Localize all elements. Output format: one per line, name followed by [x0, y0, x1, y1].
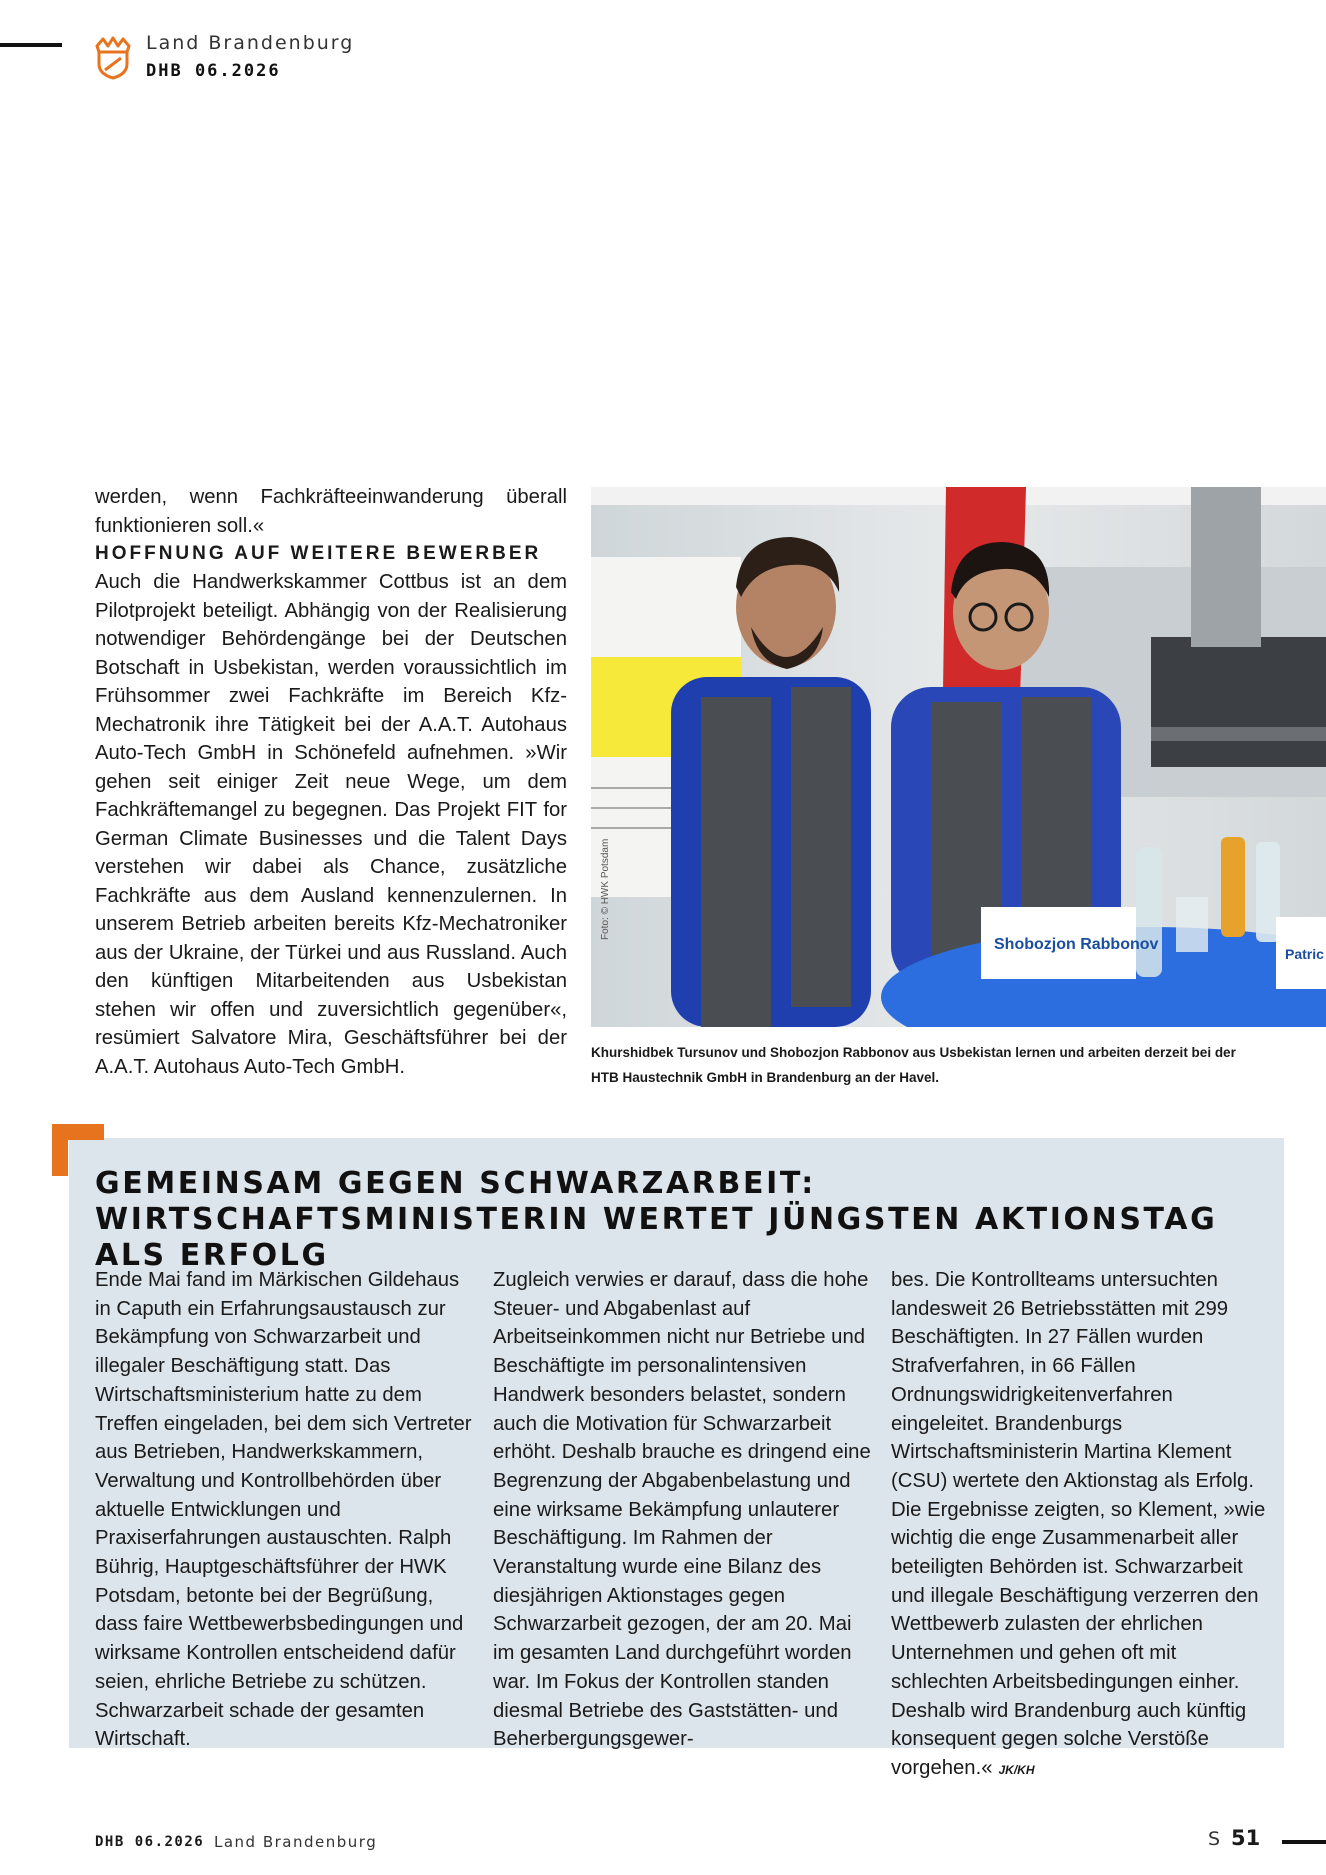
- header-rule: [0, 43, 62, 47]
- crown-shield-icon: [93, 36, 133, 80]
- header-issue: DHB 06.2026: [146, 61, 281, 81]
- footer-page-number: 51: [1231, 1826, 1261, 1850]
- box-column-2: Zugleich verwies er darauf, dass die hohe Steuer- und Abgabenlast auf Arbeitseinkommen nicht nur Betriebe und Beschäftigte im personalintensiven Handwerk besonders belastet, sondern auch die Motivation für Schwarzarbeit erhöht. Deshalb brauche es dringend eine Begrenzung der Abgabenbelastung und eine wirksame Bekämpfung unlauterer Beschäftigung. Im Rahmen der Veranstaltung wurde eine Bilanz des diesjährigen Aktionstages gegen Schwarzarbeit gezogen, der am 20. Mai im gesamten Land durchgeführt worden war. Im Fokus der Kontrollen standen diesmal Betriebe des Gaststätten- und Beherbergungsgewer-: [493, 1269, 871, 1751]
- footer-issue: DHB 06.2026: [95, 1834, 205, 1850]
- box-title: GEMEINSAM GEGEN SCHWARZARBEIT: WIRTSCHAFTSMINISTERIN WERTET JÜNGSTEN AKTIONSTAG ALS ERFOLG: [95, 1166, 1218, 1273]
- article-column: [95, 483, 567, 1081]
- photo-caption: Khurshidbek Tursunov und Shobozjon Rabbonov aus Usbekistan lernen und arbeiten derzeit bei der HTB Haustechnik GmbH in Brandenburg an der Havel.: [591, 1045, 1236, 1085]
- author-signature: JK/KH: [998, 1762, 1035, 1777]
- box-column-3: [891, 1266, 1269, 1785]
- article-intro-end: werden, wenn Fachkräfteeinwanderung überall funktionieren soll.«: [95, 486, 567, 537]
- footer-region: Land Brandenburg: [214, 1833, 378, 1851]
- article-subheading: HOFFNUNG AUF WEITERE BEWERBER: [95, 543, 542, 564]
- box-column-1: Ende Mai fand im Märkischen Gildehaus in Caputh ein Erfahrungsaustausch zur Bekämpfung von Schwarzarbeit und illegaler Beschäftigung statt. Das Wirtschaftsministerium hatte zu dem Treffen eingeladen, bei dem sich Vertreter aus Betrieben, Handwerkskammern, Verwaltung und Kontrollbehörden über aktuelle Entwicklungen und Praxiserfahrungen austauschten. Ralph Bührig, Hauptgeschäftsführer der HWK Potsdam, betonte bei der Begrüßung, dass faire Wettbewerbsbedingungen und wirksame Kontrollen entscheidend dafür seien, ehrliche Betriebe zu schützen. Schwarzarbeit schade der gesamten Wirtschaft.: [95, 1269, 472, 1751]
- footer-rule: [1282, 1840, 1326, 1844]
- article-photo: [591, 487, 1326, 1027]
- box-column-3-text: bes. Die Kontrollteams untersuchten landesweit 26 Betriebsstätten mit 299 Beschäftigten. In 27 Fällen wurden Strafverfahren, in 66 Fällen Ordnungswidrigkeitenverfahren eingeleitet. Brandenburgs Wirtschaftsministerin Martina Klement (CSU) wertete den Aktionstag als Erfolg. Die Ergebnisse zeigten, so Klement, »wie wichtig die enge Zusammenarbeit aller beteiligten Behörden ist. Schwarzarbeit und illegale Beschäftigung verzerren den Wettbewerb zulasten der ehrlichen Unternehmen und gehen oft mit schlechten Arbeitsbedingungen einher. Deshalb wird Brandenburg auch künftig konsequent gegen solche Verstöße vorgehen.«: [891, 1269, 1266, 1779]
- article-body: Auch die Handwerkskammer Cottbus ist an dem Pilotprojekt beteiligt. Abhängig von der Realisierung notwendiger Behördengänge bei der Deutschen Botschaft in Usbekistan, werden voraussichtlich im Frühsommer zwei Fachkräfte im Bereich Kfz-Mechatronik ihre Tätigkeit bei der A.A.T. Autohaus Auto-Tech GmbH in Schönefeld aufnehmen. »Wir gehen seit einiger Zeit neue Wege, um dem Fachkräftemangel zu begegnen. Das Projekt FIT for German Climate Businesses und die Talent Days verstehen wir dabei als Chance, zusätzliche Fachkräfte aus dem Ausland kennenzulernen. In unserem Betrieb arbeiten bereits Kfz-Mechatroniker aus der Ukraine, der Türkei und aus Russland. Auch den künftigen Mitarbeitenden aus Usbekistan stehen wir offen und zuversichtlich gegenüber«, resümiert Salvatore Mira, Geschäftsführer bei der A.A.T. Autohaus Auto-Tech GmbH.: [95, 571, 567, 1078]
- footer-page-prefix: S: [1208, 1828, 1221, 1850]
- header-region: Land Brandenburg: [146, 32, 355, 54]
- name-card-text-2: Patric: [1285, 946, 1324, 962]
- photo-credit: Foto: © HWK Potsdam: [600, 838, 611, 940]
- name-card-text: Shobozjon Rabbonov: [994, 936, 1159, 953]
